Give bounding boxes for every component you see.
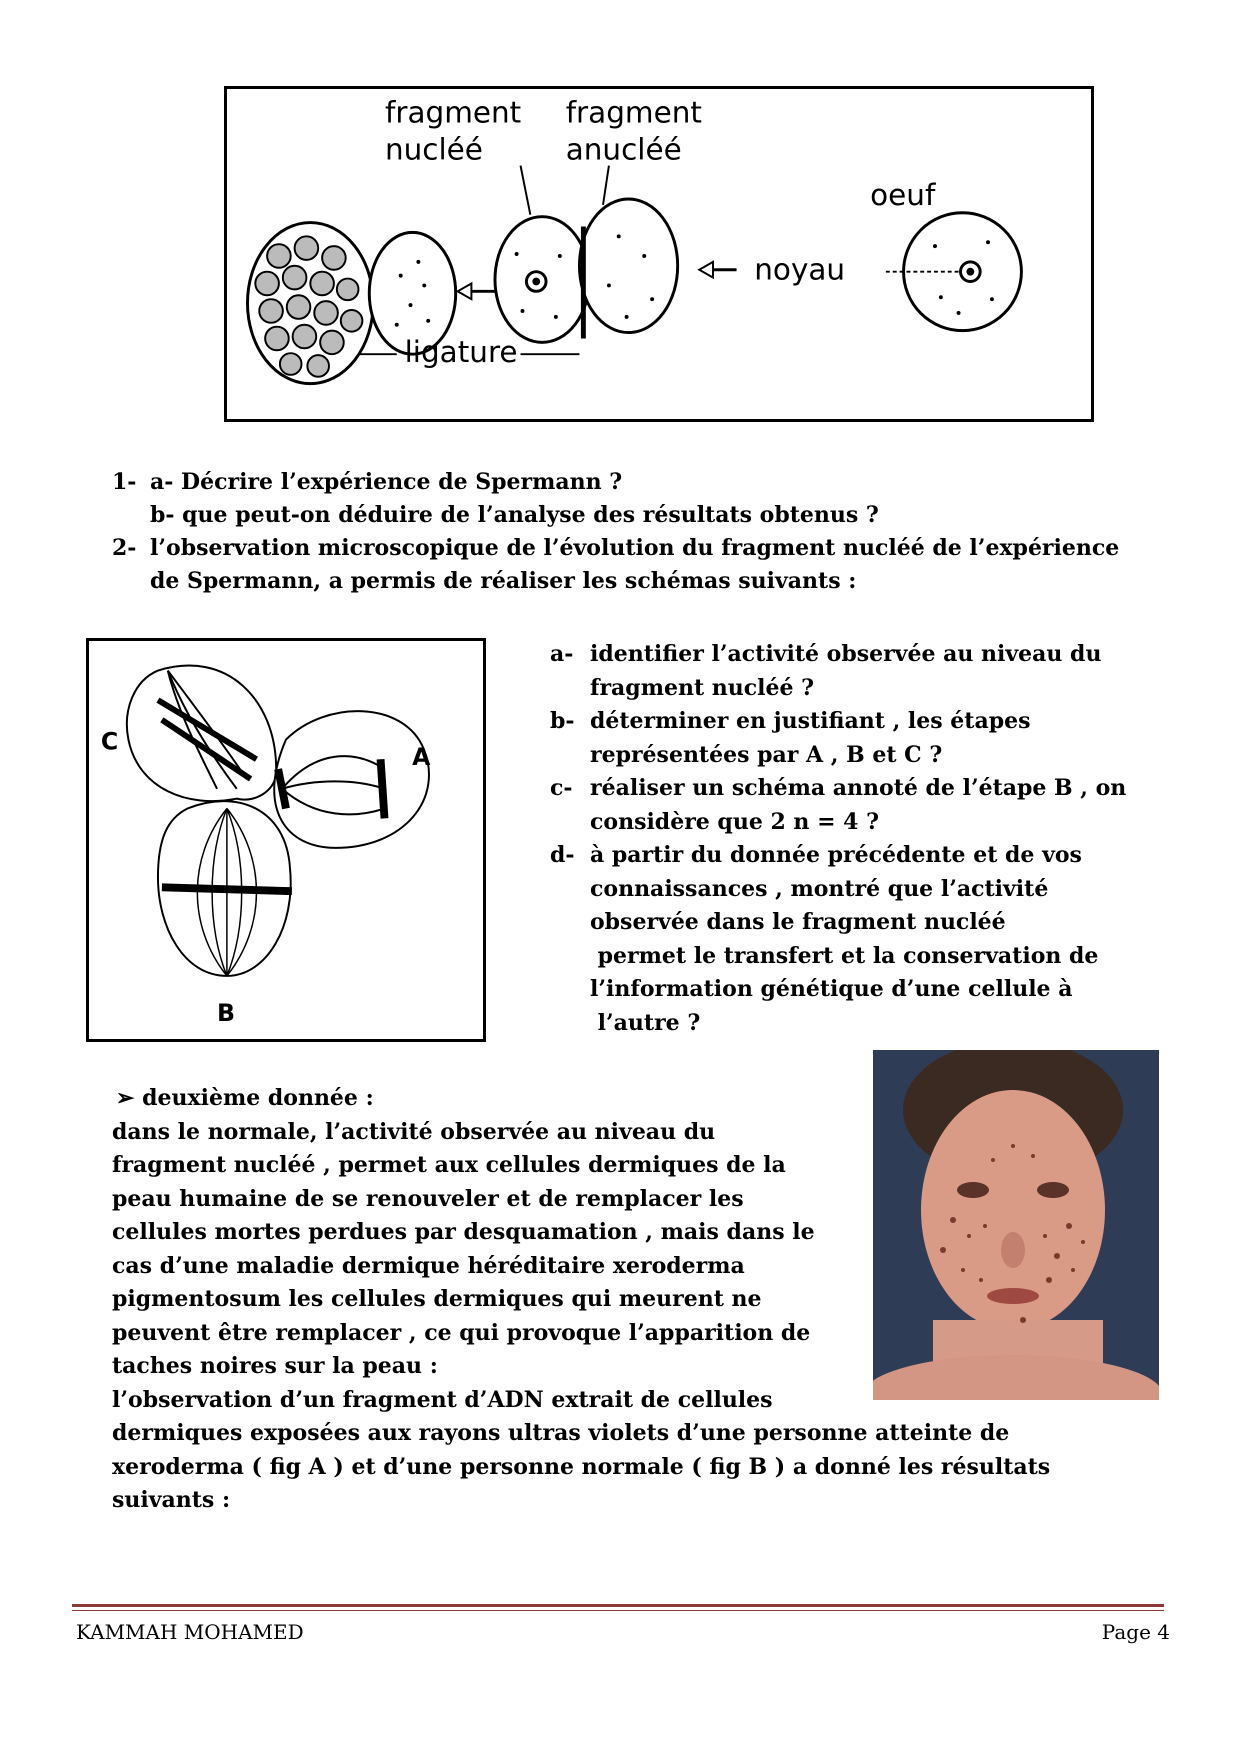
second-data <box>112 1082 1051 1518</box>
question-line: l’observation microscopique de l’évolution du fragment nucléé de l’expérience <box>150 535 1120 561</box>
label-b: B <box>217 999 236 1028</box>
question-number: 1- <box>112 469 137 495</box>
footer-rule-thin <box>72 1610 1164 1611</box>
sub-question-line: identifier l’activité observée au niveau du <box>590 641 1102 667</box>
second-data-line: cellules mortes perdues par desquamation , mais dans le <box>112 1219 815 1245</box>
sub-question-line: à partir du donnée précédente et de vos <box>590 842 1082 868</box>
anucleate-fragment <box>579 199 677 333</box>
second-data-line: peau humaine de se renouveler et de remplacer les <box>112 1185 744 1212</box>
label-ligature: ligature <box>404 335 518 370</box>
spermann-diagram <box>227 89 1091 419</box>
second-data-heading: deuxième donnée : <box>142 1085 374 1111</box>
label-fragment-anuclee-1: fragment <box>565 95 702 130</box>
sub-question-line: connaissances , montré que l’activité <box>590 875 1049 902</box>
second-data-line: cas d’une maladie dermique héréditaire xeroderma <box>112 1252 745 1279</box>
metaphase-plate <box>162 887 292 891</box>
question-1 <box>112 466 1162 532</box>
spermann-figure <box>224 86 1094 422</box>
sub-question-letter: c- <box>550 775 573 801</box>
sub-question-letter: b- <box>550 708 575 734</box>
label-fragment-nuclee-2: nucléé <box>384 132 483 167</box>
second-data-line: xeroderma ( fig A ) et d’une personne normale ( fig B ) a donné les résultats <box>112 1453 1051 1480</box>
second-data-line: l’observation d’un fragment d’ADN extrait de cellules <box>112 1386 773 1413</box>
sub-question-line: fragment nucléé ? <box>590 674 815 701</box>
questions-list <box>112 466 1162 598</box>
second-data-line: peuvent être remplacer , ce qui provoque l’apparition de <box>112 1319 811 1346</box>
sub-question-line: l’autre ? <box>590 1009 701 1036</box>
cell-c <box>127 666 276 802</box>
question-2 <box>112 532 1162 598</box>
sub-question-line: permet le transfert et la conservation de <box>590 942 1099 969</box>
sub-question-line: observée dans le fragment nucléé <box>590 909 1006 935</box>
sub-question-b <box>550 705 1150 772</box>
mitosis-diagram <box>89 641 483 1039</box>
second-data-line: fragment nucléé , permet aux cellules dermiques de la <box>112 1152 786 1178</box>
second-data-line: dermiques exposées aux rayons ultras violets d’une personne atteinte de <box>112 1420 1010 1446</box>
question-line: de Spermann, a permis de réaliser les schémas suivants : <box>150 568 857 594</box>
label-oeuf: oeuf <box>870 177 936 212</box>
child-face-image <box>873 1050 1159 1400</box>
embryo-cells <box>247 223 373 384</box>
label-fragment-anuclee-2: anucléé <box>565 132 682 167</box>
label-a: A <box>412 743 431 772</box>
cell-a <box>274 711 429 848</box>
question-line: b- que peut-on déduire de l’analyse des résultats obtenus ? <box>150 502 879 528</box>
sub-question-line: représentées par A , B et C ? <box>590 741 943 768</box>
sub-question-d <box>550 839 1150 1040</box>
footer-author: KAMMAH MOHAMED <box>76 1620 304 1644</box>
label-noyau: noyau <box>754 252 846 287</box>
question-number: 2- <box>112 535 137 561</box>
label-fragment-nuclee-1: fragment <box>384 95 522 130</box>
sub-question-line: déterminer en justifiant , les étapes <box>590 708 1031 734</box>
bullet-icon: ➢ <box>116 1085 135 1111</box>
xeroderma-photo <box>873 1050 1159 1400</box>
sub-question-c <box>550 772 1150 839</box>
second-data-line: pigmentosum les cellules dermiques qui meurent ne <box>112 1286 762 1312</box>
second-data-line: dans le normale, l’activité observée au niveau du <box>112 1118 716 1145</box>
sub-questions <box>550 638 1150 1040</box>
footer-rule <box>72 1604 1164 1607</box>
sub-question-line: l’information génétique d’une cellule à <box>590 976 1073 1002</box>
sub-question-a <box>550 638 1150 705</box>
label-c: C <box>100 727 119 756</box>
sub-question-letter: a- <box>550 641 574 667</box>
question-line: a- Décrire l’expérience de Spermann ? <box>150 469 623 495</box>
sub-question-line: réaliser un schéma annoté de l’étape B , on <box>590 775 1127 801</box>
second-data-line: suivants : <box>112 1487 231 1513</box>
mitosis-figure <box>86 638 486 1042</box>
footer-page-number: Page 4 <box>1101 1620 1170 1644</box>
second-data-heading-row <box>112 1082 852 1116</box>
second-data-line: taches noires sur la peau : <box>112 1353 438 1379</box>
sub-question-letter: d- <box>550 842 575 868</box>
sub-question-line: considère que 2 n = 4 ? <box>590 808 880 835</box>
